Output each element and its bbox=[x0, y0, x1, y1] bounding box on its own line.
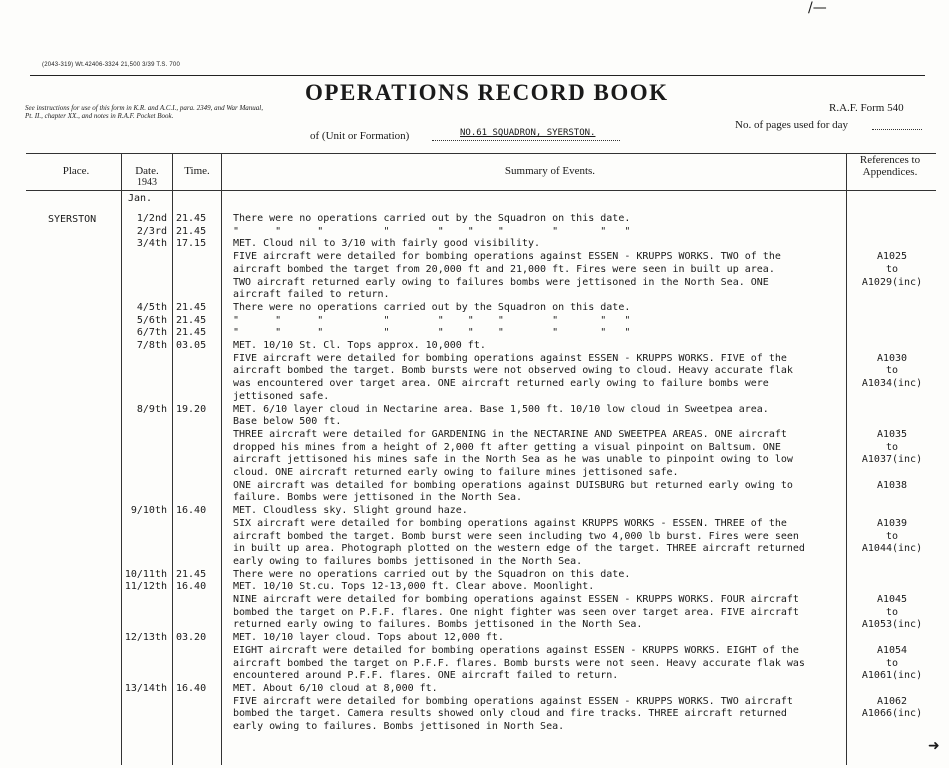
entry-summary: Base below 500 ft. bbox=[233, 416, 342, 428]
entry-reference: A1030 bbox=[876, 352, 908, 364]
unit-dotted-line bbox=[432, 140, 620, 141]
pages-label: No. of pages used for day bbox=[735, 119, 849, 131]
entry-date: 8/9th bbox=[136, 403, 167, 415]
entry-reference: A1053(inc) bbox=[861, 619, 923, 631]
entry-date: 6/7th bbox=[136, 327, 167, 339]
entry-summary: MET. About 6/10 cloud at 8,000 ft. bbox=[233, 682, 438, 694]
entry-time: 21.45 bbox=[176, 568, 207, 580]
unit-label: of (Unit or Formation) bbox=[310, 130, 410, 142]
entry-date: 3/4th bbox=[136, 238, 167, 250]
entry-summary: FIVE aircraft were detailed for bombing operations against ESSEN - KRUPPS WORKS. FIVE of the bbox=[233, 352, 787, 364]
entry-time: 16.40 bbox=[176, 581, 207, 593]
entry-summary: " " " " " " " " " " bbox=[233, 327, 631, 339]
entry-time: 21.45 bbox=[176, 327, 207, 339]
continue-arrow-icon: ➜ bbox=[928, 738, 940, 754]
entry-summary: dropped his mines from a height of 2,000 ft after getting a visual pinpoint on Baltsum. ONE bbox=[233, 441, 781, 453]
entry-reference: to bbox=[885, 657, 899, 669]
entry-reference: A1034(inc) bbox=[861, 378, 923, 390]
entry-summary: MET. Cloudless sky. Slight ground haze. bbox=[233, 505, 468, 517]
entry-reference: A1037(inc) bbox=[861, 454, 923, 466]
entry-summary: NINE aircraft were detailed for bombing operations against ESSEN - KRUPPS WORKS. FOUR aircraft bbox=[233, 594, 799, 605]
header-summary: Summary of Events. bbox=[504, 165, 596, 177]
header-time: Time. bbox=[184, 165, 210, 177]
entry-time: 21.45 bbox=[176, 225, 207, 237]
entry-reference: A1061(inc) bbox=[861, 670, 923, 682]
entry-date: 11/12th bbox=[124, 581, 167, 593]
entry-time: 17.15 bbox=[176, 238, 207, 250]
entry-date: 7/8th bbox=[136, 340, 167, 351]
entry-reference: A1038 bbox=[876, 479, 908, 491]
entry-summary: failure. Bombs were jettisoned in the North Sea. bbox=[233, 492, 522, 504]
entry-reference: to bbox=[885, 263, 899, 275]
table-top-rule bbox=[26, 153, 936, 154]
entry-time: 19.20 bbox=[176, 403, 207, 415]
entry-summary: There were no operations carried out by the Squadron on this date. bbox=[233, 301, 631, 313]
entry-reference: to bbox=[885, 530, 899, 542]
entry-summary: FIVE aircraft were detailed for bombing operations against ESSEN - KRUPPS WORKS. TWO of the bbox=[233, 251, 781, 263]
entry-summary: aircraft jettisoned his mines safe in the North Sea as he was unable to pinpoint owing to low bbox=[233, 454, 793, 466]
entry-summary: " " " " " " " " " " bbox=[233, 314, 631, 326]
entry-date: 12/13th bbox=[124, 632, 167, 644]
entry-summary: aircraft failed to return. bbox=[233, 289, 390, 301]
entry-summary: MET. 10/10 St.cu. Tops 12-13,000 ft. Clear above. Moonlight. bbox=[233, 581, 595, 593]
entry-summary: early owing to failures bombs jettisoned in the North Sea. bbox=[233, 555, 583, 567]
unit-value: NO.61 SQUADRON, SYERSTON. bbox=[460, 128, 596, 138]
entry-reference: A1062 bbox=[876, 695, 908, 707]
column-rule-summary bbox=[221, 153, 222, 765]
header-bottom-rule bbox=[26, 190, 936, 191]
corner-pen-mark: /— bbox=[808, 0, 827, 16]
page-title: OPERATIONS RECORD BOOK bbox=[305, 80, 669, 105]
entry-reference: A1039 bbox=[876, 517, 908, 529]
entry-summary: early owing to failures. Bombs jettisoned in North Sea. bbox=[233, 721, 565, 732]
entry-summary: TWO aircraft returned early owing to failures bombs were jettisoned in the North Sea. ONE bbox=[233, 276, 769, 288]
entry-summary: cloud. ONE aircraft returned early owing to failure mines jettisoned safe. bbox=[233, 467, 679, 478]
entry-reference: to bbox=[885, 365, 899, 377]
entry-reference: to bbox=[885, 606, 899, 618]
form-number: R.A.F. Form 540 bbox=[829, 102, 904, 114]
column-rule-references bbox=[846, 153, 847, 765]
entry-summary: MET. 10/10 layer cloud. Tops about 12,000 ft. bbox=[233, 632, 504, 644]
entry-summary: " " " " " " " " " " bbox=[233, 225, 631, 237]
form-instructions: See instructions for use of this form in K.R. and A.C.I., para. 2349, and War Manual, Pt. II., chapter XX., and notes in R.A.F. Pocket Book. bbox=[25, 104, 264, 120]
place-value: SYERSTON bbox=[48, 214, 97, 225]
entry-reference: A1035 bbox=[876, 428, 908, 440]
entry-summary: jettisoned safe. bbox=[233, 390, 330, 402]
header-references: References to Appendices. bbox=[859, 154, 921, 178]
entry-summary: MET. 10/10 St. Cl. Tops approx. 10,000 ft. bbox=[233, 340, 486, 351]
entry-summary: THREE aircraft were detailed for GARDENING in the NECTARINE AND SWEETPEA AREAS. ONE aircraft bbox=[233, 428, 787, 440]
header-date: Date. bbox=[135, 165, 159, 177]
entry-summary: aircraft bombed the target from 20,000 ft and 21,000 ft. Fires were seen in built up area. bbox=[233, 263, 775, 275]
entry-summary: encountered around P.F.F. flares. ONE aircraft failed to return. bbox=[233, 670, 619, 682]
entry-summary: aircraft bombed the target on P.F.F. flares. Bomb bursts were not seen. Heavy accurate flak was bbox=[233, 657, 805, 669]
entry-time: 21.45 bbox=[176, 301, 207, 313]
entry-summary: aircraft bombed the target. Bomb burst were seen including two 4,000 lb burst. Fires were seen bbox=[233, 530, 799, 542]
entry-time: 03.20 bbox=[176, 632, 207, 644]
entry-reference: A1054 bbox=[876, 644, 908, 656]
entry-date: 2/3rd bbox=[136, 225, 167, 237]
entry-summary: bombed the target. Camera results showed only cloud and fire tracks. THREE aircraft returned bbox=[233, 708, 787, 720]
entry-date: 5/6th bbox=[136, 314, 167, 326]
entry-summary: There were no operations carried out by the Squadron on this date. bbox=[233, 213, 631, 224]
entry-date: 4/5th bbox=[136, 301, 167, 313]
entry-date: 10/11th bbox=[124, 568, 167, 580]
form-code: (2043-319) Wt.42406-3324 21,500 3/39 T.S. 700 bbox=[42, 62, 180, 68]
entry-reference: A1044(inc) bbox=[861, 543, 923, 555]
entry-reference: to bbox=[885, 441, 899, 453]
entry-reference: A1025 bbox=[876, 251, 908, 263]
entry-time: 16.40 bbox=[176, 682, 207, 694]
entry-summary: aircraft bombed the target. Bomb bursts were not observed owing to cloud. Heavy accurate flak bbox=[233, 365, 793, 377]
entry-summary: FIVE aircraft were detailed for bombing operations against ESSEN - KRUPPS WORKS. TWO aircraft bbox=[233, 695, 793, 707]
entry-summary: MET. 6/10 layer cloud in Nectarine area. Base 1,500 ft. 10/10 low cloud in Sweetpea area. bbox=[233, 403, 769, 415]
entry-reference: A1045 bbox=[876, 594, 908, 605]
entry-time: 16.40 bbox=[176, 505, 207, 517]
entry-summary: SIX aircraft were detailed for bombing operations against KRUPPS WORKS - ESSEN. THREE of the bbox=[233, 517, 787, 529]
entry-reference: A1029(inc) bbox=[861, 276, 923, 288]
entry-summary: was encountered over target area. ONE aircraft returned early owing to failure bombs were bbox=[233, 378, 769, 390]
entry-summary: returned early owing to failures. Bombs jettisoned in the North Sea. bbox=[233, 619, 643, 631]
month-label: Jan. bbox=[128, 193, 153, 204]
entry-date: 9/10th bbox=[130, 505, 167, 517]
entry-time: 21.45 bbox=[176, 213, 207, 224]
header-year: 1943 bbox=[137, 177, 157, 188]
column-rule-time bbox=[172, 153, 173, 765]
header-place: Place. bbox=[62, 165, 90, 177]
top-rule bbox=[30, 75, 925, 76]
entry-reference: A1066(inc) bbox=[861, 708, 923, 720]
entry-time: 21.45 bbox=[176, 314, 207, 326]
entry-summary: bombed the target on P.F.F. flares. One night fighter was seen over target area. FIVE aircraft bbox=[233, 606, 799, 618]
entry-summary: EIGHT aircraft were detailed for bombing operations against ESSEN - KRUPPS WORKS. EIGHT of the bbox=[233, 644, 799, 656]
entry-summary: There were no operations carried out by the Squadron on this date. bbox=[233, 568, 631, 580]
entry-date: 13/14th bbox=[124, 682, 167, 694]
entry-time: 03.05 bbox=[176, 340, 207, 351]
entry-summary: in built up area. Photograph plotted on the western edge of the target. THREE aircraft returned bbox=[233, 543, 805, 555]
entry-date: 1/2nd bbox=[136, 213, 167, 224]
pages-dotted-line bbox=[872, 129, 922, 130]
entry-summary: ONE aircraft was detailed for bombing operations against DUISBURG but returned early owing to bbox=[233, 479, 793, 491]
entry-summary: MET. Cloud nil to 3/10 with fairly good visibility. bbox=[233, 238, 541, 250]
